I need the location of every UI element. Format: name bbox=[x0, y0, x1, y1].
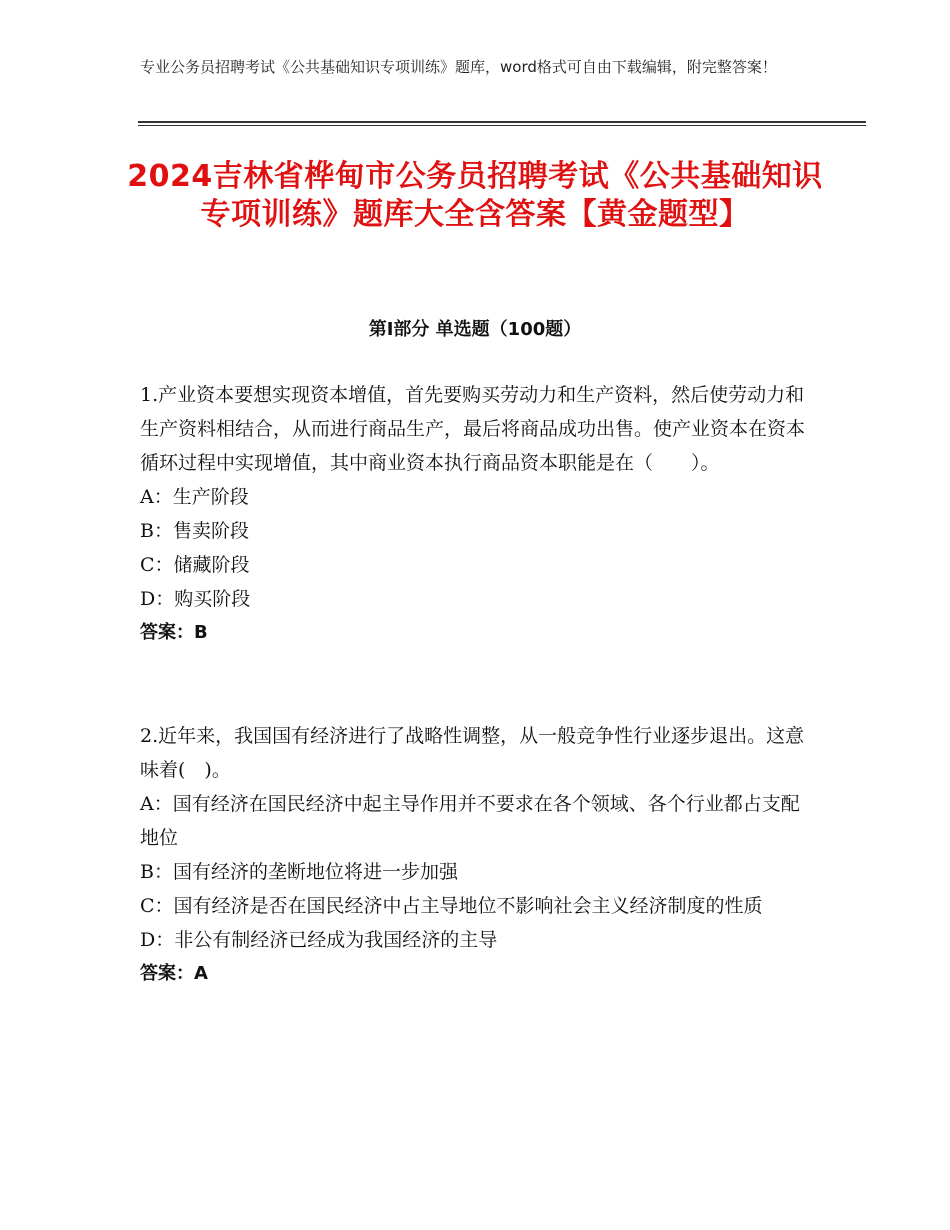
option-a: A：国有经济在国民经济中起主导作用并不要求在各个领域、各个行业都占支配地位 bbox=[140, 793, 800, 849]
option-d: D：非公有制经济已经成为我国经济的主导 bbox=[140, 929, 498, 951]
option-a: A：生产阶段 bbox=[140, 486, 249, 508]
answer: 答案：B bbox=[140, 622, 208, 643]
option-c: C：储藏阶段 bbox=[140, 554, 250, 576]
question-2 bbox=[140, 719, 810, 991]
option-c: C：国有经济是否在国民经济中占主导地位不影响社会主义经济制度的性质 bbox=[140, 895, 763, 917]
option-b: B：售卖阶段 bbox=[140, 520, 249, 542]
question-stem: 2.近年来，我国国有经济进行了战略性调整，从一般竞争性行业逐步退出。这意味着( )。 bbox=[140, 725, 805, 781]
header-rule-thick bbox=[138, 121, 866, 123]
question-stem: 1.产业资本要想实现资本增值，首先要购买劳动力和生产资料，然后使劳动力和生产资料相结合，从而进行商品生产，最后将商品成功出售。使产业资本在资本循环过程中实现增值，其中商业资本执行商品资本职能是在（ ）。 bbox=[140, 384, 806, 474]
question-1 bbox=[140, 378, 810, 650]
header-note: 专业公务员招聘考试《公共基础知识专项训练》题库，word格式可自由下载编辑，附完整答案！ bbox=[140, 58, 777, 76]
option-b: B：国有经济的垄断地位将进一步加强 bbox=[140, 861, 458, 883]
header-rule-thin bbox=[138, 125, 866, 126]
answer: 答案：A bbox=[140, 963, 208, 984]
option-d: D：购买阶段 bbox=[140, 588, 251, 610]
section-heading: 第Ⅰ部分 单选题（100题） bbox=[368, 319, 582, 340]
document-title: 2024吉林省桦甸市公务员招聘考试《公共基础知识专项训练》题库大全含答案【黄金题型】 bbox=[127, 159, 823, 232]
